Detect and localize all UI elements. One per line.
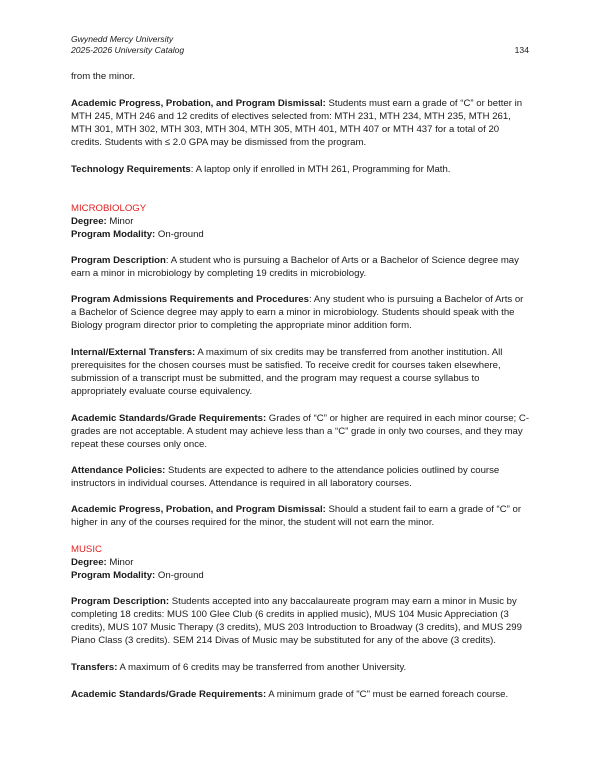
university-name: Gwynedd Mercy University [71, 34, 174, 44]
microbiology-description-label: Program Description [71, 255, 166, 266]
microbiology-modality-label: Program Modality: [71, 229, 156, 240]
math-technology-text: : A laptop only if enrolled in MTH 261, Programming for Math. [190, 164, 451, 175]
music-modality-value: On-ground [155, 570, 204, 581]
microbiology-attendance-text: Students are expected to adhere to the attendance policies outlined by course instructors in individual courses. Attendance is required in all laboratory courses. [71, 465, 500, 489]
music-description-label: Program Description: [71, 596, 170, 607]
microbiology-degree [71, 215, 531, 228]
microbiology-description-text: : A student who is pursuing a Bachelor of Arts or a Bachelor of Science degree may earn a minor in microbiology by completing 19 credits in microbiology. [71, 255, 519, 279]
microbiology-attendance-label: Attendance Policies: [71, 465, 166, 476]
microbiology-description-paragraph [71, 254, 531, 280]
microbiology-heading: MICROBIOLOGY [71, 203, 147, 214]
music-description-text: Students accepted into any baccalaureate program may earn a minor in Music by completing 18 credits: MUS 100 Glee Club (6 credits in applied music), MUS 104 Music Appreciation (3 credits), MUS 107 Music Therapy (3 credits), MUS 203 Introduction to Broadway (3 credits), and MUS 299 Piano Class (3 credits). SEM 214 Divas of Music may be substituted for any of the above (3 credits). [71, 596, 522, 646]
music-degree-label: Degree: [71, 557, 107, 568]
music-modality-label: Program Modality: [71, 570, 156, 581]
microbiology-progress-text: Should a student fail to earn a grade of “C” or higher in any of the courses required for the minor, the student will not earn the minor. [71, 504, 522, 528]
microbiology-transfers-text: A maximum of six credits may be transferred from another institution. All prerequisites for the chosen courses must be satisfied. To receive credit for courses taken elsewhere, submission of a transcript must be submitted, and the program may request a course syllabus to appropriately evaluate course equivalency. [71, 347, 503, 397]
music-transfers-label: Transfers: [71, 662, 118, 673]
music-degree-value: Minor [106, 557, 134, 568]
math-technology-label: Technology Requirements [71, 164, 191, 175]
math-progress-label: Academic Progress, Probation, and Program Dismissal: [71, 98, 326, 109]
microbiology-transfers-label: Internal/External Transfers: [71, 347, 196, 358]
microbiology-degree-label: Degree: [71, 216, 107, 227]
music-heading: MUSIC [71, 544, 102, 555]
continuation-text: from the minor. [71, 71, 135, 82]
microbiology-attendance-paragraph [71, 464, 531, 490]
music-standards-text: A minimum grade of "C" must be earned foreach course. [266, 689, 509, 700]
microbiology-standards-label: Academic Standards/Grade Requirements: [71, 413, 267, 424]
microbiology-standards-text: Grades of “C” or higher are required in each minor course; C- grades are not acceptable. A student may achieve less than a “C” grade in only two courses, and they may repeat these courses only once. [71, 413, 530, 450]
page-number: 134 [514, 45, 529, 55]
microbiology-modality [71, 228, 531, 241]
microbiology-admissions-paragraph [71, 293, 531, 332]
music-standards-paragraph [71, 688, 531, 701]
microbiology-degree-value: Minor [106, 216, 134, 227]
music-description-paragraph [71, 595, 531, 647]
music-degree [71, 556, 531, 569]
microbiology-admissions-text: : Any student who is pursuing a Bachelor of Arts or a Bachelor of Science degree may apply to earn a minor in microbiology. Students should speak with the Biology program director prior to completing the appropriate minor addition form. [71, 294, 524, 331]
music-standards-label: Academic Standards/Grade Requirements: [71, 689, 267, 700]
microbiology-admissions-label: Program Admissions Requirements and Procedures [71, 294, 309, 305]
math-technology-paragraph [71, 163, 531, 176]
catalog-title: 2025-2026 University Catalog [71, 45, 185, 55]
page-header [71, 34, 184, 56]
microbiology-standards-paragraph [71, 412, 531, 451]
microbiology-progress-paragraph [71, 503, 531, 529]
math-progress-paragraph [71, 97, 531, 149]
microbiology-modality-value: On-ground [155, 229, 204, 240]
microbiology-progress-label: Academic Progress, Probation, and Program Dismissal: [71, 504, 326, 515]
microbiology-transfers-paragraph [71, 346, 531, 398]
music-transfers-text: A maximum of 6 credits may be transferred from another University. [117, 662, 407, 673]
music-modality [71, 569, 531, 582]
music-transfers-paragraph [71, 661, 531, 674]
math-progress-text: Students must earn a grade of “C” or better in MTH 245, MTH 246 and 12 credits of electives selected from: MTH 231, MTH 234, MTH 235, MTH 261, MTH 301, MTH 302, MTH 303, MTH 304, MTH 305, MTH 401, MTH 407 or MTH 437 for a total of 20 credits. Students with ≤ 2.0 GPA may be dismissed from the program. [71, 98, 523, 148]
